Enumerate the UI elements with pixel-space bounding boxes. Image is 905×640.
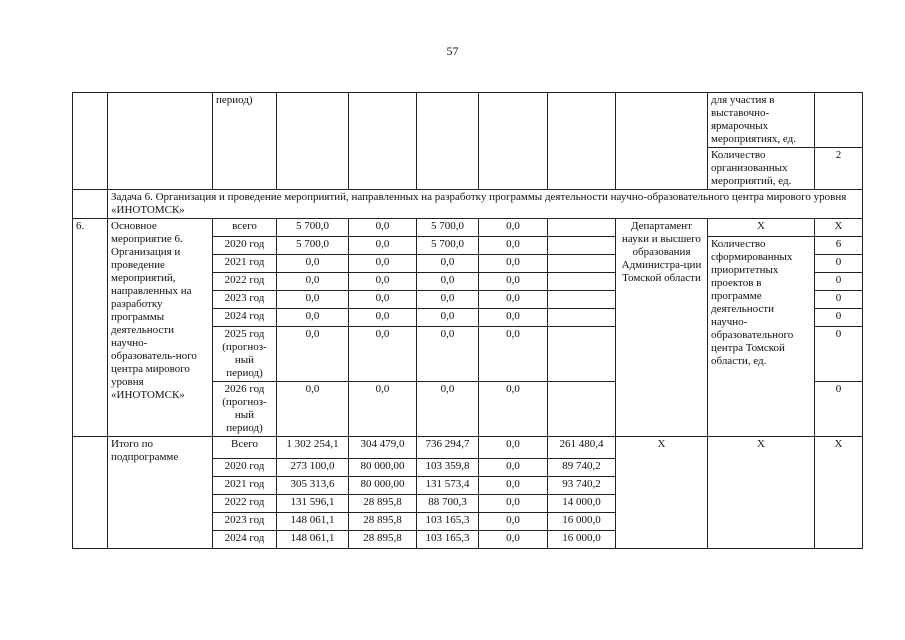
- cell-empty: [73, 437, 108, 549]
- extra-cell: [548, 382, 616, 437]
- indicator-value: 0: [815, 309, 863, 327]
- cell-empty: [417, 93, 479, 190]
- federal-cell: 0,0: [349, 237, 417, 255]
- extra-cell: 14 000,0: [548, 495, 616, 513]
- subtotal-indicator-value: X: [815, 437, 863, 549]
- extra-cell: 16 000,0: [548, 531, 616, 549]
- total-cell: 0,0: [277, 273, 349, 291]
- subtotal-label: Итого по подпрограмме: [108, 437, 213, 549]
- period-cell: 2026 год (прогноз-ный период): [213, 382, 277, 437]
- federal-cell: 304 479,0: [349, 437, 417, 459]
- local-cell: 0,0: [479, 495, 548, 513]
- local-cell: 0,0: [479, 531, 548, 549]
- local-cell: 0,0: [479, 513, 548, 531]
- total-cell: 131 596,1: [277, 495, 349, 513]
- local-cell: 0,0: [479, 477, 548, 495]
- indicator-value: 0: [815, 291, 863, 309]
- regional-cell: 131 573,4: [417, 477, 479, 495]
- federal-cell: 28 895,8: [349, 531, 417, 549]
- regional-cell: 0,0: [417, 327, 479, 382]
- total-cell: 5 700,0: [277, 237, 349, 255]
- period-cell: 2024 год: [213, 309, 277, 327]
- extra-cell: [548, 219, 616, 237]
- page-number: 57: [446, 44, 459, 58]
- local-cell: 0,0: [479, 459, 548, 477]
- carryover-row-1: [73, 93, 863, 148]
- regional-cell: 0,0: [417, 255, 479, 273]
- total-cell: 148 061,1: [277, 531, 349, 549]
- activity6-executor: Департамент науки и высшего образования Администра-ции Томской области: [616, 219, 708, 437]
- total-cell: 148 061,1: [277, 513, 349, 531]
- period-cell: 2025 год (прогноз-ный период): [213, 327, 277, 382]
- activity6-row: [73, 219, 863, 237]
- indicator-prev-value: [815, 93, 863, 148]
- cell-empty: [479, 93, 548, 190]
- period-cell: Всего: [213, 437, 277, 459]
- federal-cell: 28 895,8: [349, 495, 417, 513]
- period-cell: 2022 год: [213, 495, 277, 513]
- period-cell: 2020 год: [213, 459, 277, 477]
- subtotal-executor: X: [616, 437, 708, 549]
- regional-cell: 5 700,0: [417, 237, 479, 255]
- activity6-name: Основное мероприятие 6. Организация и проведение мероприятий, направленных на разработку программы деятельности научно-образователь-ного центра мирового уровня «ИНОТОМСК»: [108, 219, 213, 437]
- total-cell: 0,0: [277, 327, 349, 382]
- period-cell: 2023 год: [213, 291, 277, 309]
- task6-title: Задача 6. Организация и проведение мероприятий, направленных на разработку программы деятельности научно-образовательного центра мирового уровня «ИНОТОМСК»: [108, 190, 863, 219]
- period-cell: 2023 год: [213, 513, 277, 531]
- local-cell: 0,0: [479, 237, 548, 255]
- total-cell: 0,0: [277, 382, 349, 437]
- activity6-number: 6.: [73, 219, 108, 437]
- total-cell: 1 302 254,1: [277, 437, 349, 459]
- cell-empty: [73, 93, 108, 190]
- regional-cell: 103 165,3: [417, 531, 479, 549]
- carryover-period: период): [213, 93, 277, 190]
- local-cell: 0,0: [479, 219, 548, 237]
- indicator2-value: 2: [815, 148, 863, 190]
- extra-cell: [548, 255, 616, 273]
- extra-cell: [548, 273, 616, 291]
- subtotal-row: [73, 437, 863, 459]
- total-cell: 305 313,6: [277, 477, 349, 495]
- federal-cell: 80 000,00: [349, 459, 417, 477]
- indicator2-text: Количество организованных мероприятий, ед.: [708, 148, 815, 190]
- federal-cell: 0,0: [349, 219, 417, 237]
- indicator-value: 6: [815, 237, 863, 255]
- task6-row: [73, 190, 863, 219]
- indicator-prev-text: для участия в выставочно-ярмарочных мероприятиях, ед.: [708, 93, 815, 148]
- extra-cell: [548, 327, 616, 382]
- regional-cell: 103 359,8: [417, 459, 479, 477]
- local-cell: 0,0: [479, 437, 548, 459]
- period-cell: 2021 год: [213, 255, 277, 273]
- regional-cell: 0,0: [417, 382, 479, 437]
- program-table: [72, 92, 863, 549]
- regional-cell: 88 700,3: [417, 495, 479, 513]
- indicator-value: 0: [815, 255, 863, 273]
- extra-cell: [548, 291, 616, 309]
- cell-empty: [108, 93, 213, 190]
- federal-cell: 0,0: [349, 291, 417, 309]
- total-cell: 5 700,0: [277, 219, 349, 237]
- extra-cell: [548, 237, 616, 255]
- subtotal-indicator-name: X: [708, 437, 815, 549]
- cell-empty: [548, 93, 616, 190]
- extra-cell: 93 740,2: [548, 477, 616, 495]
- local-cell: 0,0: [479, 327, 548, 382]
- federal-cell: 0,0: [349, 273, 417, 291]
- activity6-indicator-text: Количество сформированных приоритетных проектов в программе деятельности научно-образовательного центра Томской области, ед.: [708, 237, 815, 437]
- total-cell: 273 100,0: [277, 459, 349, 477]
- federal-cell: 0,0: [349, 327, 417, 382]
- extra-cell: 89 740,2: [548, 459, 616, 477]
- federal-cell: 0,0: [349, 309, 417, 327]
- regional-cell: 0,0: [417, 273, 479, 291]
- local-cell: 0,0: [479, 273, 548, 291]
- total-cell: 0,0: [277, 291, 349, 309]
- federal-cell: 0,0: [349, 255, 417, 273]
- extra-cell: 261 480,4: [548, 437, 616, 459]
- extra-cell: 16 000,0: [548, 513, 616, 531]
- federal-cell: 28 895,8: [349, 513, 417, 531]
- indicator-name-total: X: [708, 219, 815, 237]
- period-cell: всего: [213, 219, 277, 237]
- regional-cell: 0,0: [417, 309, 479, 327]
- federal-cell: 80 000,00: [349, 477, 417, 495]
- total-cell: 0,0: [277, 255, 349, 273]
- period-cell: 2020 год: [213, 237, 277, 255]
- regional-cell: 103 165,3: [417, 513, 479, 531]
- period-cell: 2021 год: [213, 477, 277, 495]
- extra-cell: [548, 309, 616, 327]
- local-cell: 0,0: [479, 255, 548, 273]
- total-cell: 0,0: [277, 309, 349, 327]
- regional-cell: 0,0: [417, 291, 479, 309]
- local-cell: 0,0: [479, 382, 548, 437]
- indicator-value: 0: [815, 273, 863, 291]
- regional-cell: 5 700,0: [417, 219, 479, 237]
- regional-cell: 736 294,7: [417, 437, 479, 459]
- indicator-value: 0: [815, 382, 863, 437]
- cell-empty: [349, 93, 417, 190]
- period-cell: 2022 год: [213, 273, 277, 291]
- cell-empty: [73, 190, 108, 219]
- period-cell: 2024 год: [213, 531, 277, 549]
- local-cell: 0,0: [479, 309, 548, 327]
- cell-empty: [616, 93, 708, 190]
- federal-cell: 0,0: [349, 382, 417, 437]
- indicator-value-total: X: [815, 219, 863, 237]
- indicator-value: 0: [815, 327, 863, 382]
- cell-empty: [277, 93, 349, 190]
- local-cell: 0,0: [479, 291, 548, 309]
